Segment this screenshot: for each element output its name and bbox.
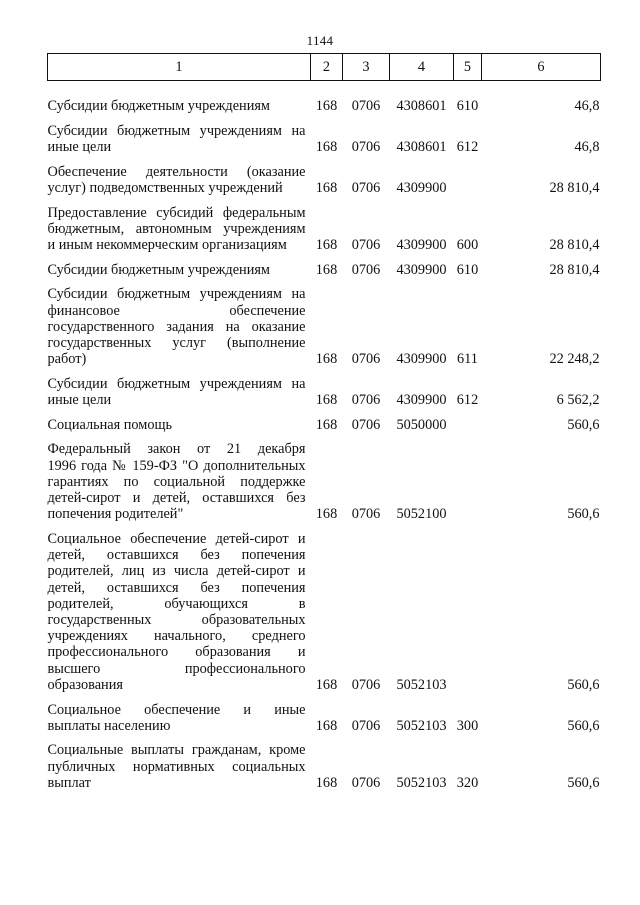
description-line: выплаты населению bbox=[47, 717, 171, 734]
target-code-cell: 4309900 bbox=[396, 392, 447, 409]
row-spacer bbox=[48, 408, 601, 417]
header-row bbox=[48, 54, 601, 81]
row-spacer-cell bbox=[48, 155, 601, 164]
row-spacer-cell bbox=[48, 408, 601, 417]
table-row bbox=[48, 417, 601, 433]
row-description bbox=[48, 98, 311, 114]
description-line: иные цели bbox=[47, 138, 112, 155]
row-spacer bbox=[48, 734, 601, 743]
description-line: услуг) подведомственных учреждений bbox=[47, 179, 283, 196]
row-description bbox=[48, 376, 311, 408]
row-spacer bbox=[48, 367, 601, 376]
row-description bbox=[48, 531, 311, 693]
description-line: 1996 года № 159-ФЗ "О дополнительных bbox=[47, 457, 306, 474]
description-line: профессионального образования и bbox=[47, 644, 306, 661]
expense-type-cell: 612 bbox=[456, 392, 479, 409]
row-spacer bbox=[48, 433, 601, 442]
description-line: Субсидии бюджетным учреждениям bbox=[47, 261, 270, 278]
row-spacer-cell bbox=[48, 367, 601, 376]
row-spacer-cell bbox=[48, 81, 601, 99]
column-header-description: 1 bbox=[48, 54, 311, 81]
column-header-section-code: 3 bbox=[343, 54, 390, 81]
description-line: иные цели bbox=[47, 392, 112, 409]
budget-table bbox=[47, 53, 601, 791]
amount-cell: 46,8 bbox=[574, 98, 600, 114]
table-row bbox=[48, 286, 601, 367]
amount-cell: 28 810,4 bbox=[549, 261, 600, 278]
description-line: публичных нормативных социальных bbox=[47, 758, 306, 775]
section-code-cell: 0706 bbox=[351, 236, 381, 253]
row-spacer bbox=[48, 155, 601, 164]
target-code-cell: 5052103 bbox=[396, 774, 447, 791]
section-code-cell: 0706 bbox=[351, 506, 381, 523]
description-line: работ) bbox=[47, 351, 87, 368]
description-line: родителей, обучающихся в bbox=[47, 595, 306, 612]
description-line: учреждениях начального, среднего bbox=[47, 628, 306, 645]
table-header bbox=[48, 54, 601, 81]
description-line: образования bbox=[47, 676, 123, 693]
section-code-cell: 0706 bbox=[351, 676, 381, 693]
target-code-cell: 4309900 bbox=[396, 351, 447, 368]
amount-cell: 560,6 bbox=[567, 416, 600, 433]
amount-cell: 560,6 bbox=[567, 506, 600, 523]
row-description bbox=[48, 262, 311, 278]
row-spacer bbox=[48, 278, 601, 287]
expense-type-cell bbox=[454, 531, 482, 693]
amount-cell: 560,6 bbox=[567, 676, 600, 693]
target-code-cell: 5050000 bbox=[396, 416, 447, 433]
admin-code-cell: 168 bbox=[315, 261, 338, 278]
row-description bbox=[48, 205, 311, 254]
row-spacer-cell bbox=[48, 734, 601, 743]
row-spacer bbox=[48, 81, 601, 99]
row-description bbox=[48, 286, 311, 367]
row-description bbox=[48, 441, 311, 522]
expense-type-cell: 600 bbox=[456, 236, 479, 253]
description-line: финансовое обеспечение bbox=[47, 302, 306, 319]
expense-type-cell: 300 bbox=[456, 717, 479, 734]
description-line: бюджетным, автономным учреждениям bbox=[47, 220, 306, 237]
target-code-cell: 5052100 bbox=[396, 506, 447, 523]
expense-type-cell: 611 bbox=[457, 351, 478, 368]
row-description bbox=[48, 702, 311, 734]
row-description bbox=[48, 123, 311, 155]
table-row bbox=[48, 164, 601, 196]
description-line: Субсидии бюджетным учреждениям bbox=[47, 98, 270, 114]
row-spacer-cell bbox=[48, 433, 601, 442]
description-line: высшего профессионального bbox=[47, 660, 306, 677]
description-line: Социальные выплаты гражданам, кроме bbox=[47, 742, 306, 759]
expense-type-cell: 610 bbox=[456, 261, 479, 278]
section-code-cell: 0706 bbox=[351, 179, 381, 196]
row-description bbox=[48, 742, 311, 791]
row-spacer bbox=[48, 114, 601, 123]
column-header-amount: 6 bbox=[482, 54, 601, 81]
admin-code-cell: 168 bbox=[315, 179, 338, 196]
description-line: государственного задания на оказание bbox=[47, 318, 306, 335]
amount-cell: 560,6 bbox=[567, 774, 600, 791]
amount-cell: 28 810,4 bbox=[549, 179, 600, 196]
row-description bbox=[48, 164, 311, 196]
admin-code-cell: 168 bbox=[315, 717, 338, 734]
section-code-cell: 0706 bbox=[351, 261, 381, 278]
row-spacer bbox=[48, 196, 601, 205]
expense-type-cell: 610 bbox=[456, 98, 479, 114]
description-line: детей, оставшихся без попечения bbox=[47, 579, 306, 596]
target-code-cell: 4309900 bbox=[396, 261, 447, 278]
description-line: Предоставление субсидий федеральным bbox=[47, 204, 306, 221]
table-row bbox=[48, 123, 601, 155]
amount-cell: 28 810,4 bbox=[549, 236, 600, 253]
amount-cell: 6 562,2 bbox=[556, 392, 600, 409]
page-number: 1144 bbox=[306, 33, 334, 48]
target-code-cell: 4308601 bbox=[396, 98, 447, 114]
target-code-cell: 4308601 bbox=[396, 138, 447, 155]
description-line: и иным некоммерческим организациям bbox=[47, 236, 287, 253]
expense-type-cell bbox=[454, 417, 482, 433]
admin-code-cell: 168 bbox=[315, 676, 338, 693]
amount-cell: 560,6 bbox=[567, 717, 600, 734]
description-line: попечения родителей" bbox=[47, 506, 184, 523]
description-line: Субсидии бюджетным учреждениям на bbox=[47, 375, 306, 392]
table-body bbox=[48, 81, 601, 792]
description-line: Субсидии бюджетным учреждениям на bbox=[47, 122, 306, 139]
section-code-cell: 0706 bbox=[351, 774, 381, 791]
row-spacer-cell bbox=[48, 522, 601, 531]
admin-code-cell: 168 bbox=[315, 392, 338, 409]
section-code-cell: 0706 bbox=[351, 717, 381, 734]
section-code-cell: 0706 bbox=[351, 392, 381, 409]
column-header-target-code: 4 bbox=[390, 54, 454, 81]
row-spacer-cell bbox=[48, 278, 601, 287]
section-code-cell: 0706 bbox=[351, 138, 381, 155]
row-spacer bbox=[48, 522, 601, 531]
description-line: детей-сирот и детей, оставшихся без bbox=[47, 490, 306, 507]
expense-type-cell bbox=[454, 164, 482, 196]
table-row bbox=[48, 205, 601, 254]
target-code-cell: 4309900 bbox=[396, 179, 447, 196]
description-line: Федеральный закон от 21 декабря bbox=[47, 441, 306, 458]
admin-code-cell: 168 bbox=[315, 98, 338, 114]
description-line: Социальная помощь bbox=[47, 416, 173, 433]
target-code-cell: 5052103 bbox=[396, 717, 447, 734]
row-description bbox=[48, 417, 311, 433]
section-code-cell: 0706 bbox=[351, 351, 381, 368]
row-spacer-cell bbox=[48, 693, 601, 702]
table-row bbox=[48, 742, 601, 791]
row-spacer-cell bbox=[48, 196, 601, 205]
table-row bbox=[48, 702, 601, 734]
table-row bbox=[48, 376, 601, 408]
column-header-expense-type: 5 bbox=[454, 54, 482, 81]
target-code-cell: 4309900 bbox=[396, 236, 447, 253]
admin-code-cell: 168 bbox=[315, 138, 338, 155]
table-row bbox=[48, 262, 601, 278]
description-line: выплат bbox=[47, 774, 91, 791]
section-code-cell: 0706 bbox=[351, 416, 381, 433]
row-spacer-cell bbox=[48, 253, 601, 262]
description-line: Социальное обеспечение детей-сирот и bbox=[47, 530, 306, 547]
description-line: государственных образовательных bbox=[47, 611, 306, 628]
description-line: государственных услуг (выполнение bbox=[47, 334, 306, 351]
description-line: Субсидии бюджетным учреждениям на bbox=[47, 286, 306, 303]
column-header-admin-code: 2 bbox=[311, 54, 343, 81]
table-row bbox=[48, 531, 601, 693]
description-line: гарантиях по социальной поддержке bbox=[47, 473, 306, 490]
description-line: Социальное обеспечение и иные bbox=[47, 701, 306, 718]
admin-code-cell: 168 bbox=[315, 774, 338, 791]
admin-code-cell: 168 bbox=[315, 351, 338, 368]
expense-type-cell bbox=[454, 441, 482, 522]
admin-code-cell: 168 bbox=[315, 416, 338, 433]
description-line: родителей, лиц из числа детей-сирот и bbox=[47, 563, 306, 580]
section-code-cell: 0706 bbox=[351, 98, 381, 114]
expense-type-cell: 320 bbox=[456, 774, 479, 791]
expense-type-cell: 612 bbox=[456, 138, 479, 155]
row-spacer-cell bbox=[48, 114, 601, 123]
amount-cell: 22 248,2 bbox=[549, 351, 600, 368]
row-spacer bbox=[48, 253, 601, 262]
description-line: детей, оставшихся без попечения bbox=[47, 547, 306, 564]
row-spacer bbox=[48, 693, 601, 702]
amount-cell: 46,8 bbox=[574, 138, 600, 155]
table-row bbox=[48, 98, 601, 114]
admin-code-cell: 168 bbox=[315, 506, 338, 523]
target-code-cell: 5052103 bbox=[396, 676, 447, 693]
description-line: Обеспечение деятельности (оказание bbox=[47, 163, 306, 180]
admin-code-cell: 168 bbox=[315, 236, 338, 253]
table-row bbox=[48, 441, 601, 522]
